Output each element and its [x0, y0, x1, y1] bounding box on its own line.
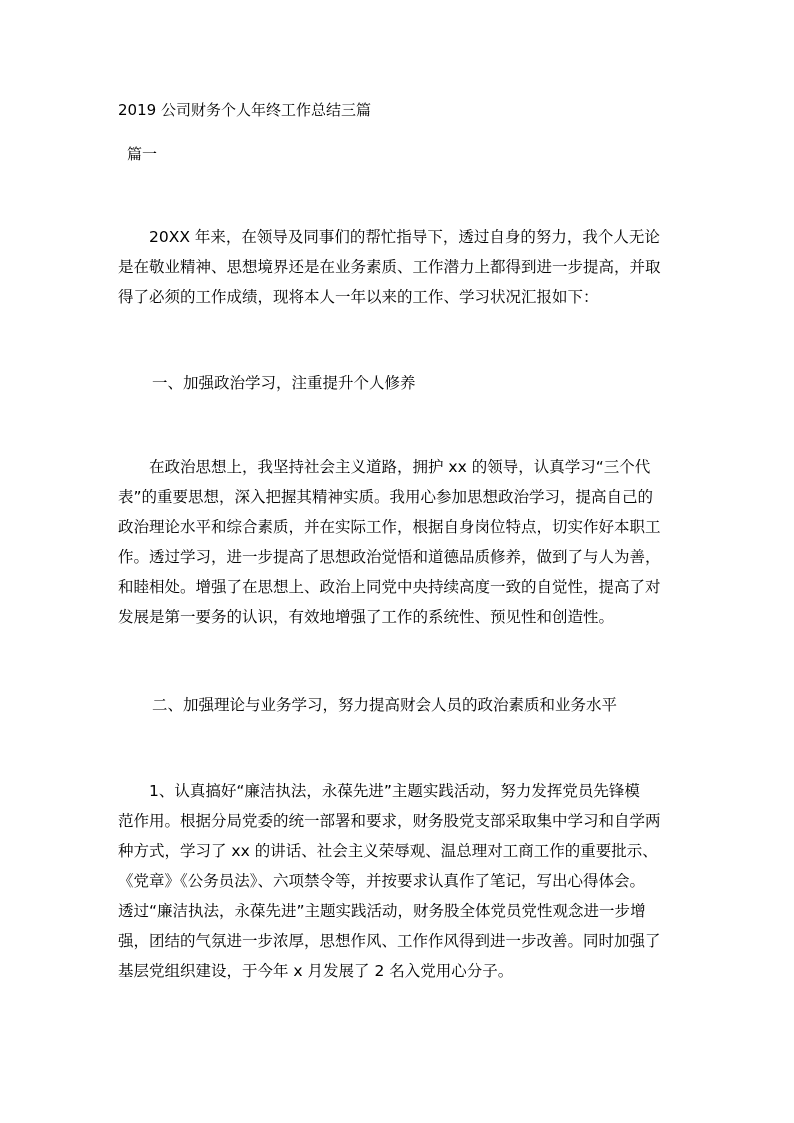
paragraph-line: 政治理论水平和综合素质，并在实际工作，根据自身岗位特点，切实作好本职工 — [118, 518, 661, 536]
paragraph-line: 1、认真搞好“廉洁执法，永葆先进”主题实践活动，努力发挥党员先锋模 — [118, 782, 640, 800]
document-title: 2019 公司财务个人年终工作总结三篇 — [118, 101, 371, 119]
paragraph-line: 范作用。根据分局党委的统一部署和要求，财务股党支部采取集中学习和自学两 — [118, 812, 661, 830]
section2-heading: 二、加强理论与业务学习，努力提高财会人员的政治素质和业务水平 — [152, 696, 618, 714]
paragraph-line: 基层党组织建设，于今年 x 月发展了 2 名入党用心分子。 — [118, 962, 514, 980]
section1-heading: 一、加强政治学习，注重提升个人修养 — [152, 374, 416, 392]
paragraph-line: 《党章》《公务员法》、六项禁令等，并按要求认真作了笔记，写出心得体会。 — [118, 872, 646, 890]
paragraph-line: 作。透过学习，进一步提高了思想政治觉悟和道德品质修养，做到了与人为善， — [118, 548, 661, 566]
paragraph-line: 种方式，学习了 xx 的讲话、社会主义荣辱观、温总理对工商工作的重要批示、 — [118, 842, 658, 860]
paragraph-line: 透过“廉洁执法，永葆先进”主题实践活动，财务股全体党员党性观念进一步增 — [118, 902, 646, 920]
document-subtitle: 篇一 — [127, 145, 158, 163]
paragraph-line: 在政治思想上，我坚持社会主义道路，拥护 xx 的领导，认真学习“三个代 — [118, 458, 651, 476]
paragraph-line: 和睦相处。增强了在思想上、政治上同党中央持续高度一致的自觉性，提高了对 — [118, 578, 661, 596]
paragraph-line: 发展是第一要务的认识，有效地增强了工作的系统性、预见性和创造性。 — [118, 608, 615, 626]
paragraph-line: 强，团结的气氛进一步浓厚，思想作风、工作作风得到进一步改善。同时加强了 — [118, 932, 661, 950]
paragraph-line: 得了必须的工作成绩，现将本人一年以来的工作、学习状况汇报如下： — [118, 288, 599, 306]
section2-paragraph — [118, 776, 680, 986]
paragraph-line: 20XX 年来，在领导及同事们的帮忙指导下，透过自身的努力，我个人无论 — [118, 228, 660, 246]
intro-paragraph — [118, 222, 680, 312]
section1-paragraph — [118, 452, 680, 632]
paragraph-line: 是在敬业精神、思想境界还是在业务素质、工作潜力上都得到进一步提高，并取 — [118, 258, 661, 276]
paragraph-line: 表”的重要思想，深入把握其精神实质。我用心参加思想政治学习，提高自己的 — [118, 488, 654, 506]
